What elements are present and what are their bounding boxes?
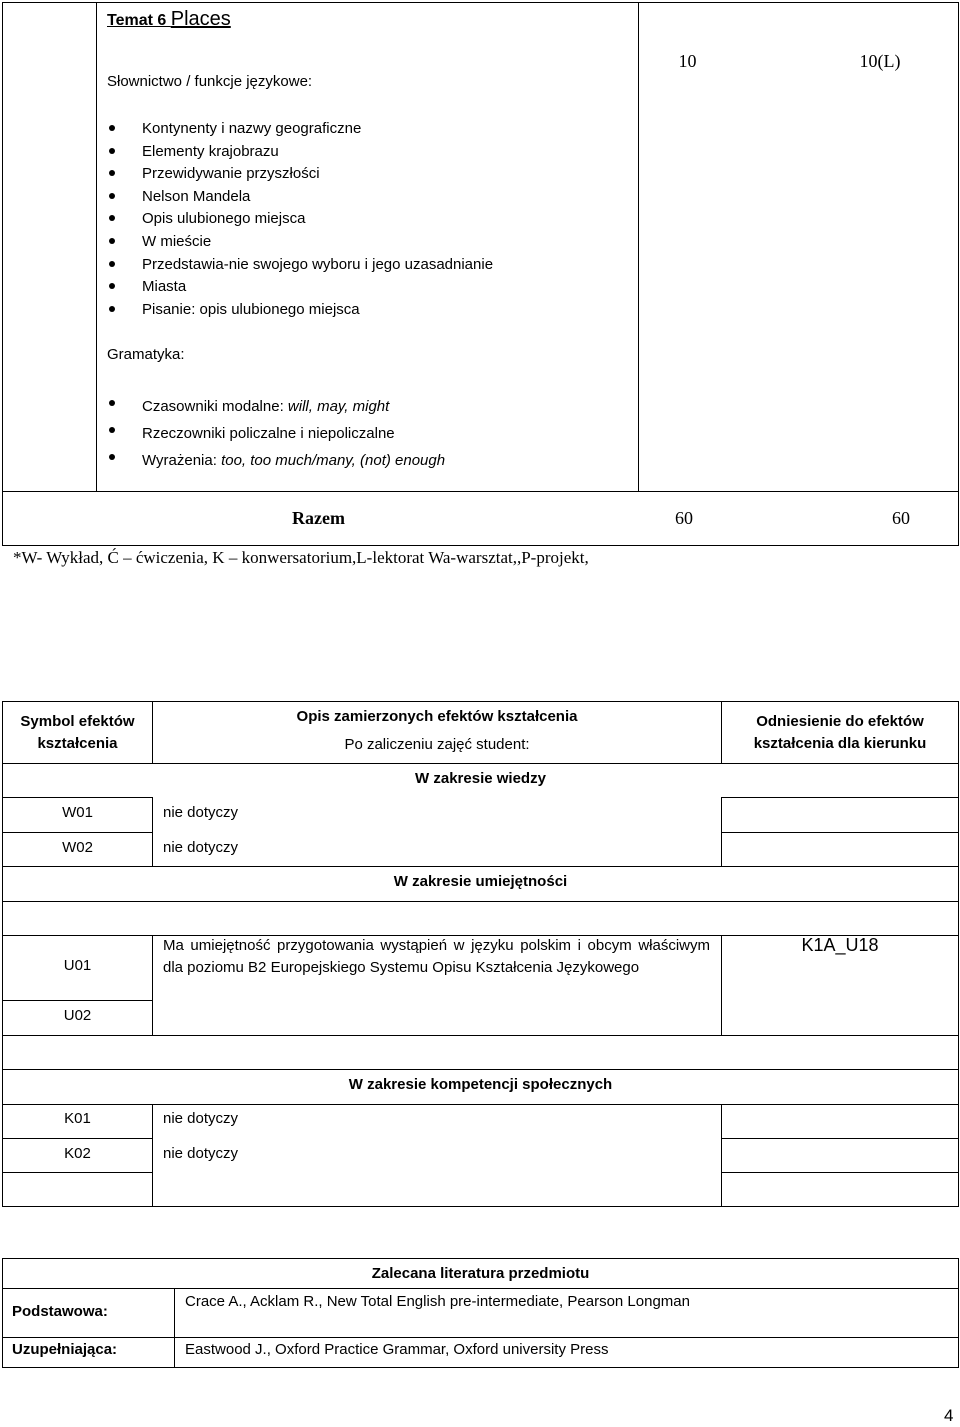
vocab-label: Słownictwo / funkcje językowe: <box>107 73 313 90</box>
w01-description: nie dotyczy <box>163 804 239 821</box>
literature-basic-label: Podstawowa: <box>12 1303 108 1320</box>
grammar-item-examples: too, too much/many, (not) enough <box>221 452 446 469</box>
legend-note: *W- Wykład, Ć – ćwiczenia, K – konwersatorium,L-lektorat Wa-warsztat,,P-projekt, <box>13 548 589 567</box>
vocab-item: Elementy krajobrazu <box>107 141 627 164</box>
grammar-item-text: Wyrażenia: <box>142 452 222 469</box>
literature-extra-value: Eastwood J., Oxford Practice Grammar, Oxford university Press <box>185 1341 609 1358</box>
grammar-item-text: Rzeczowniki policzalne i niepoliczalne <box>142 425 395 442</box>
w02-description: nie dotyczy <box>163 839 239 856</box>
total-value-b: 60 <box>892 508 910 528</box>
grammar-item-examples: will, may, might <box>287 398 390 415</box>
grammar-item <box>107 420 627 447</box>
vocab-item: Pisanie: opis ulubionego miejsca <box>107 299 627 322</box>
u01-symbol: U01 <box>63 957 92 974</box>
grammar-item-text: Czasowniki modalne: <box>142 398 288 415</box>
vocab-item: Przedstawia-nie swojego wyboru i jego uzasadnianie <box>107 254 627 277</box>
hours-lektorat: 10(L) <box>859 51 901 71</box>
literature-basic-value: Crace A., Acklam R., New Total English pre-intermediate, Pearson Longman <box>185 1293 690 1310</box>
literature-title: Zalecana literatura przedmiotu <box>371 1265 590 1282</box>
section-skills: W zakresie umiejętności <box>393 873 568 890</box>
k01-description: nie dotyczy <box>163 1110 239 1127</box>
section-knowledge: W zakresie wiedzy <box>415 770 546 787</box>
grammar-item <box>107 447 627 474</box>
grammar-label: Gramatyka: <box>107 346 185 363</box>
col-desc-title: Opis zamierzonych efektów kształcenia <box>296 708 578 725</box>
topic-heading <box>107 8 231 31</box>
total-label: Razem <box>292 508 345 528</box>
vocab-item: Przewidywanie przyszłości <box>107 163 627 186</box>
vocab-item: Opis ulubionego miejsca <box>107 208 627 231</box>
topic-heading-title: Places <box>170 8 231 30</box>
topic-heading-label: Temat 6 <box>107 12 171 29</box>
vocab-item: Kontynenty i nazwy geograficzne <box>107 118 627 141</box>
u01-description: Ma umiejętność przygotowania wystąpień w języku polskim i obcym właściwym dla poziomu B2 Europejskiego Systemu Opisu Kształcenia Językowego <box>163 937 710 976</box>
col-symbol-header: Symbol efektów kształcenia <box>20 713 135 752</box>
page-number: 4 <box>944 1406 954 1425</box>
k02-description: nie dotyczy <box>163 1145 239 1162</box>
w01-symbol: W01 <box>62 804 93 821</box>
hours-lecture: 10 <box>678 51 697 71</box>
col-desc-subtitle: Po zaliczeniu zajęć student: <box>344 736 530 753</box>
grammar-item <box>107 393 627 420</box>
vocab-list <box>107 118 627 321</box>
total-value-a: 60 <box>675 508 693 528</box>
u01-reference: K1A_U18 <box>801 935 879 955</box>
vocab-item: Nelson Mandela <box>107 186 627 209</box>
w02-symbol: W02 <box>62 839 93 856</box>
k01-symbol: K01 <box>64 1110 91 1127</box>
literature-extra-label: Uzupełniająca: <box>12 1341 118 1358</box>
u02-symbol: U02 <box>63 1007 92 1024</box>
vocab-item: W mieście <box>107 231 627 254</box>
section-social: W zakresie kompetencji społecznych <box>348 1076 613 1093</box>
col-ref-header: Odniesienie do efektów kształcenia dla kierunku <box>753 713 927 752</box>
k02-symbol: K02 <box>64 1145 91 1162</box>
vocab-item: Miasta <box>107 276 627 299</box>
grammar-list <box>107 393 627 474</box>
